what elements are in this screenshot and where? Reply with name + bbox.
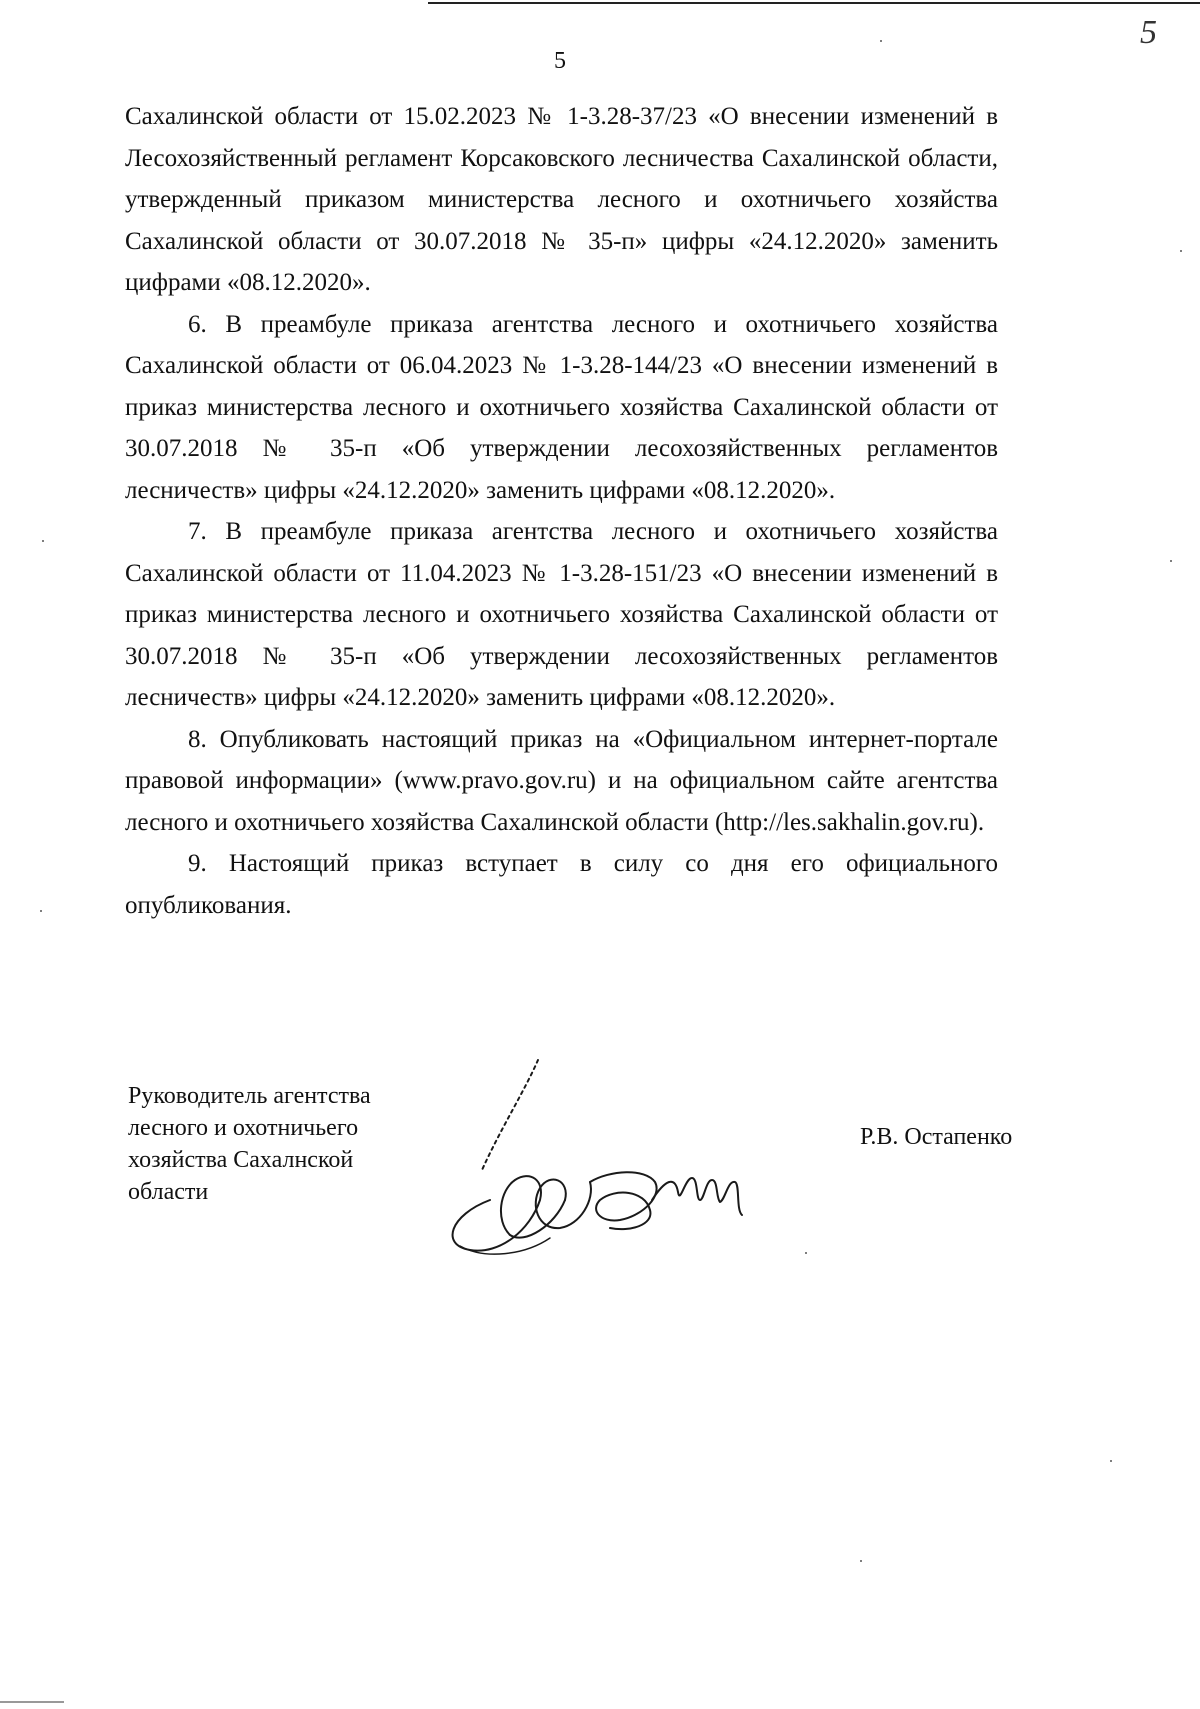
paragraph-7: 7. В преамбуле приказа агентства лесного и охотничьего хозяйства Сахалинской области от 11.04.2023 № 1-3.28-151/23 «О внесении изменений в приказ министерства лесного и охотничьего хозяйства Сахалинской области от 30.07.2018 № 35-п «Об утверждении лесохозяйственных регламентов лесничеств» цифры «24.12.2020» заменить цифрами «08.12.2020». bbox=[125, 518, 998, 711]
signature-icon bbox=[430, 1050, 770, 1260]
paragraph-8: 8. Опубликовать настоящий приказ на «Официальном интернет-портале правовой информации» (www.pravo.gov.ru) и на официальном сайте агентства лесного и охотничьего хозяйства Сахалинской области (http://les.sakhalin.gov.ru). bbox=[125, 725, 998, 836]
scan-speck bbox=[40, 910, 42, 912]
scan-speck bbox=[42, 540, 44, 542]
scan-speck bbox=[880, 40, 882, 42]
top-scan-rule bbox=[428, 2, 1200, 4]
scan-speck bbox=[860, 1560, 862, 1562]
paragraph-5-continuation: Сахалинской области от 15.02.2023 № 1-3.28-37/23 «О внесении изменений в Лесохозяйственный регламент Корсаковского лесничества Сахалинской области, утвержденный приказом министерства лесного и охотничьего хозяйства Сахалинской области от 30.07.2018 № 35-п» цифры «24.12.2020» заменить цифрами «08.12.2020». bbox=[125, 103, 998, 296]
scan-speck bbox=[1180, 250, 1182, 252]
signer-position-line: области bbox=[128, 1179, 209, 1205]
handwritten-page-number: 5 bbox=[1140, 14, 1157, 51]
scan-speck bbox=[1110, 1460, 1112, 1462]
signer-position bbox=[128, 1080, 448, 1208]
signer-position-line: хозяйства Сахалнской bbox=[128, 1147, 354, 1173]
scan-speck bbox=[805, 1252, 807, 1254]
signer-position-line: Руководитель агентства bbox=[128, 1083, 371, 1109]
paragraph-6: 6. В преамбуле приказа агентства лесного и охотничьего хозяйства Сахалинской области от 06.04.2023 № 1-3.28-144/23 «О внесении изменений в приказ министерства лесного и охотничьего хозяйства Сахалинской области от 30.07.2018 № 35-п «Об утверждении лесохозяйственных регламентов лесничеств» цифры «24.12.2020» заменить цифрами «08.12.2020». bbox=[125, 310, 998, 504]
scan-speck bbox=[1170, 560, 1172, 562]
page-number: 5 bbox=[554, 48, 566, 74]
document-body bbox=[125, 96, 998, 926]
paragraph-9: 9. Настоящий приказ вступает в силу со дня его официального опубликования. bbox=[125, 850, 998, 919]
signer-position-line: лесного и охотничьего bbox=[128, 1115, 359, 1141]
bottom-scan-mark bbox=[0, 1701, 64, 1703]
signer-name: Р.В. Остапенко bbox=[860, 1124, 1013, 1150]
